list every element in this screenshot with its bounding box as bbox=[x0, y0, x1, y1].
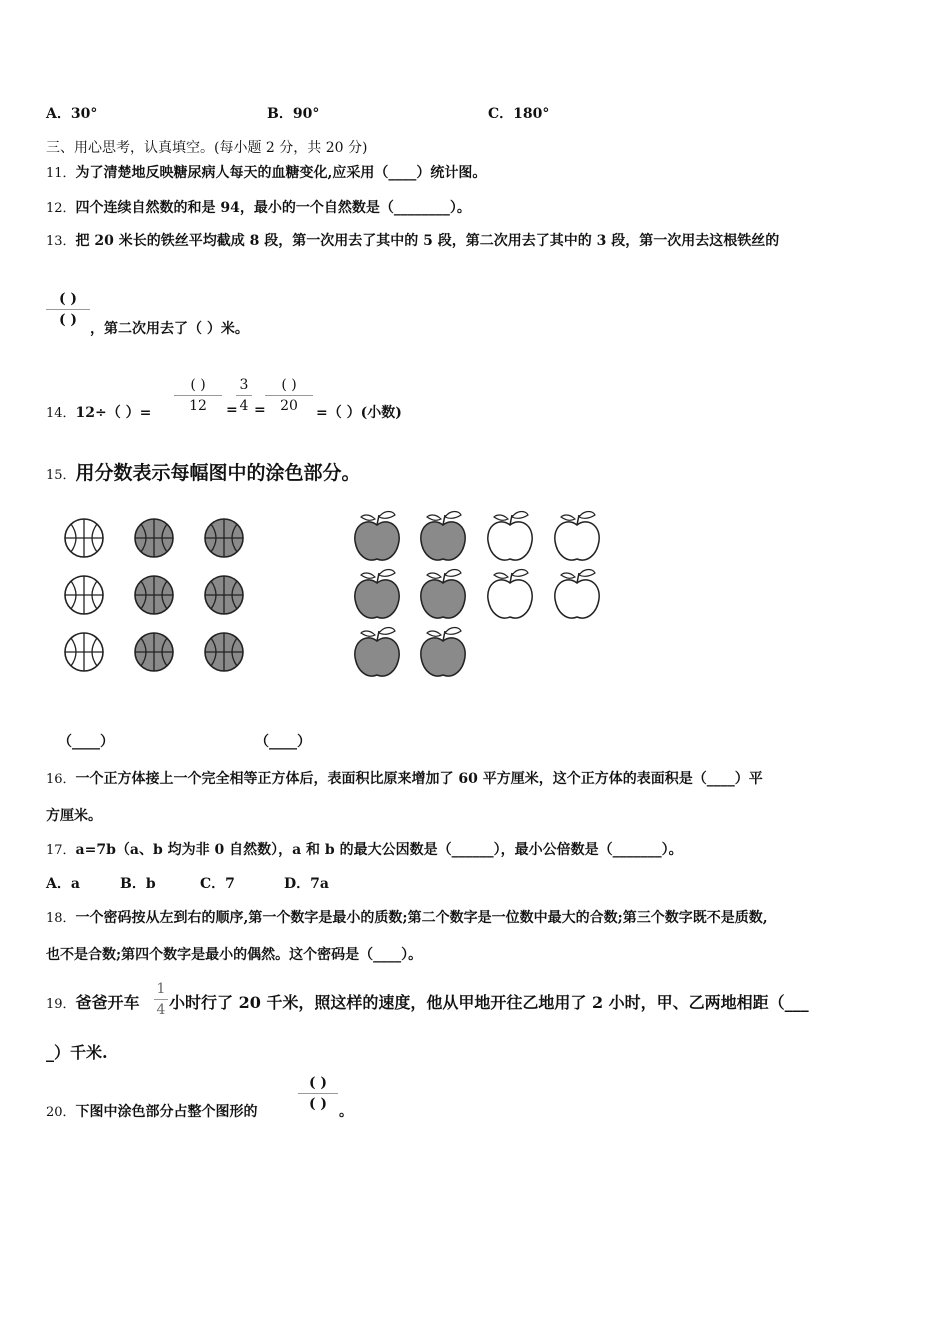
option-a: A．30° bbox=[46, 106, 98, 122]
question-20 bbox=[46, 1101, 258, 1121]
q19-line2: _）千米. bbox=[46, 1043, 108, 1062]
fraction-denominator: 20 bbox=[280, 398, 298, 414]
fraction-numerator: 3 bbox=[239, 377, 249, 393]
q15-answer-2: （____） bbox=[255, 734, 311, 750]
apple bbox=[488, 570, 532, 619]
question-text: 四个连续自然数的和是 94，最小的一个自然数是（________）。 bbox=[75, 200, 471, 216]
basketball bbox=[205, 633, 243, 671]
fraction-numerator: ( ) bbox=[58, 291, 78, 307]
fraction-bar bbox=[265, 395, 313, 396]
question-number: 16． bbox=[46, 772, 76, 787]
basketball bbox=[65, 576, 103, 614]
fraction-bar bbox=[154, 999, 168, 1000]
fraction-bar bbox=[298, 1093, 338, 1094]
basketball bbox=[135, 519, 173, 557]
fraction-denominator: 4 bbox=[156, 1002, 166, 1018]
fraction-numerator: ( ) bbox=[308, 1075, 328, 1091]
apple bbox=[421, 628, 465, 677]
fraction-denominator: 4 bbox=[239, 398, 249, 414]
option-b: B．90° bbox=[267, 106, 320, 122]
apple bbox=[555, 570, 599, 619]
apple bbox=[555, 512, 599, 561]
q19-post: 小时行了 20 千米，照这样的速度，他从甲地开往乙地用了 2 小时，甲、乙两地相距（___ bbox=[169, 993, 809, 1012]
basketball bbox=[65, 519, 103, 557]
question-text: 一个正方体接上一个完全相等正方体后，表面积比原来增加了 60 平方厘米，这个正方体的表面积是（____）平 bbox=[75, 771, 763, 787]
q19-fraction bbox=[154, 980, 168, 1019]
question-18 bbox=[46, 907, 768, 927]
basketball bbox=[205, 519, 243, 557]
question-text: 用分数表示每幅图中的涂色部分。 bbox=[75, 462, 361, 484]
apple bbox=[421, 570, 465, 619]
q14-part1: 12÷（ ）= bbox=[75, 405, 152, 421]
figure-basketballs bbox=[0, 505, 950, 735]
q16-line2: 方厘米。 bbox=[46, 808, 102, 824]
question-text: 把 20 米长的铁丝平均截成 8 段，第一次用去了其中的 5 段，第二次用去了其中的 3 段，第一次用去这根铁丝的 bbox=[75, 233, 780, 249]
question-text: 下图中涂色部分占整个图形的 bbox=[75, 1104, 258, 1120]
question-number: 20． bbox=[46, 1105, 76, 1120]
question-number: 19． bbox=[46, 997, 76, 1012]
question-11 bbox=[46, 162, 486, 182]
q15-answer-1: （____） bbox=[58, 734, 114, 750]
fraction-numerator: 1 bbox=[156, 981, 166, 997]
question-number: 11． bbox=[46, 166, 76, 181]
apple bbox=[355, 570, 399, 619]
question-number: 18． bbox=[46, 911, 76, 926]
option-b: B．b bbox=[120, 876, 156, 892]
q14-fraction-3 bbox=[265, 376, 313, 415]
fraction-denominator: ( ) bbox=[58, 312, 78, 328]
fraction-bar bbox=[46, 309, 90, 310]
equals-sign: = bbox=[254, 402, 266, 418]
q18-line2: 也不是合数;第四个数字是最小的偶然。这个密码是（____）。 bbox=[46, 947, 423, 963]
apple bbox=[488, 512, 532, 561]
question-text: a=7b（a、b 均为非 0 自然数），a 和 b 的最大公因数是（______），最小公倍数是（_______）。 bbox=[75, 842, 683, 858]
option-a: A．a bbox=[46, 876, 80, 892]
question-14 bbox=[46, 402, 151, 422]
question-text: 一个密码按从左到右的顺序,第一个数字是最小的质数;第二个数字是一位数中最大的合数;第三个数字既不是质数, bbox=[75, 910, 768, 926]
question-17 bbox=[46, 839, 683, 859]
apple bbox=[421, 512, 465, 561]
q20-tail: 。 bbox=[339, 1104, 353, 1120]
question-text: 为了清楚地反映糖尿病人每天的血糖变化,应采用（____）统计图。 bbox=[75, 165, 487, 181]
fraction-denominator: ( ) bbox=[308, 1096, 328, 1112]
question-13 bbox=[46, 230, 779, 250]
apple bbox=[355, 628, 399, 677]
section-title: 三、用心思考，认真填空。(每小题 2 分，共 20 分) bbox=[46, 140, 368, 156]
question-number: 13． bbox=[46, 234, 76, 249]
apple bbox=[355, 512, 399, 561]
fraction-numerator: ( ) bbox=[190, 377, 206, 393]
question-16 bbox=[46, 768, 763, 788]
question-number: 17． bbox=[46, 843, 76, 858]
fraction-bar bbox=[236, 395, 252, 396]
question-15 bbox=[46, 458, 361, 485]
basketball bbox=[205, 576, 243, 614]
fraction-bar bbox=[174, 395, 222, 396]
question-12 bbox=[46, 197, 471, 217]
q13-fraction bbox=[46, 290, 90, 329]
question-19 bbox=[46, 990, 140, 1013]
basketball bbox=[65, 633, 103, 671]
fraction-denominator: 12 bbox=[189, 398, 207, 414]
fraction-numerator: ( ) bbox=[281, 377, 297, 393]
option-d: D．7a bbox=[284, 876, 329, 892]
equals-sign: = bbox=[226, 402, 238, 418]
q14-fraction-1 bbox=[174, 376, 222, 415]
q14-tail: =（ ）(小数) bbox=[316, 405, 402, 421]
question-number: 15． bbox=[46, 468, 76, 483]
q19-pre: 爸爸开车 bbox=[75, 993, 140, 1012]
option-c: C．7 bbox=[200, 876, 235, 892]
basketball bbox=[135, 576, 173, 614]
question-number: 14． bbox=[46, 406, 76, 421]
basketball bbox=[135, 633, 173, 671]
option-c: C．180° bbox=[488, 106, 550, 122]
q13-tail: ，第二次用去了（ ）米。 bbox=[90, 321, 249, 337]
question-number: 12． bbox=[46, 201, 76, 216]
q14-fraction-2 bbox=[236, 376, 252, 415]
q20-fraction bbox=[298, 1074, 338, 1113]
